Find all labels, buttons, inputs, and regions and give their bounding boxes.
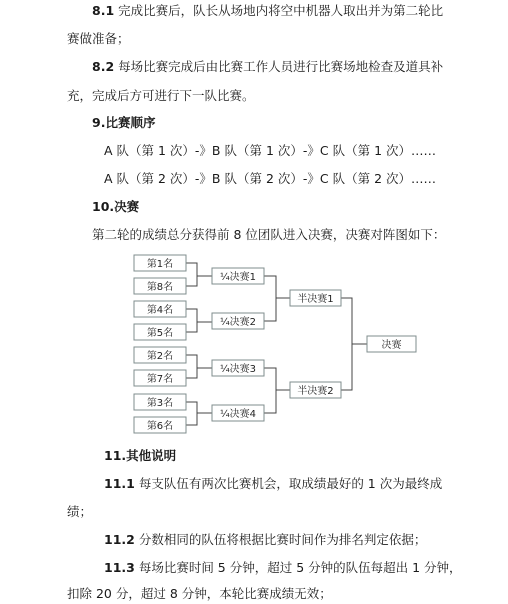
connector-quarter1-quarter2: [264, 276, 290, 321]
semi-label-1: 半决赛1: [297, 294, 334, 305]
connector-semis-final: [341, 298, 367, 390]
quarter-box-1: [212, 268, 264, 284]
section-10-heading: 10.决赛: [92, 199, 140, 214]
seed-box-5: [134, 347, 186, 363]
para-11-3-number: 11.3: [104, 560, 135, 575]
seed-label-6: 第7名: [146, 374, 174, 385]
seed-box-6: [134, 370, 186, 386]
para-11-2: [104, 532, 426, 548]
para-8-1-continuation: 赛做准备；: [67, 31, 130, 46]
final-intro: 第二轮的成绩总分获得前 8 位团队进入决赛，决赛对阵图如下：: [92, 227, 446, 242]
seed-box-1: [134, 255, 186, 271]
seed-label-4: 第5名: [146, 328, 174, 339]
quarter-label-3: ¼决赛3: [219, 364, 257, 375]
semi-box-1: [290, 290, 341, 306]
connector-seed1-seed8: [186, 263, 212, 286]
para-8-1-text: 完成比赛后，队长从场地内将空中机器人取出并为第二轮比: [118, 3, 444, 18]
para-11-1-number: 11.1: [104, 476, 135, 491]
section-9-heading: 9.比赛顺序: [92, 115, 156, 130]
para-11-1: [104, 476, 442, 492]
para-11-2-number: 11.2: [104, 532, 135, 547]
para-11-3-text: 每场比赛时间 5 分钟，超过 5 分钟的队伍每超出 1 分钟，: [138, 560, 462, 575]
quarter-label-1: ¼决赛1: [219, 272, 257, 283]
final-box: [367, 336, 416, 352]
seed-label-1: 第1名: [146, 259, 174, 270]
para-11-1-continuation: 绩；: [67, 504, 93, 519]
connector-seed3-seed6: [186, 402, 212, 425]
para-11-3: [104, 560, 462, 576]
semi-label-2: 半决赛2: [297, 386, 334, 397]
final-label: 决赛: [381, 340, 402, 351]
para-11-2-text: 分数相同的队伍将根据比赛时间作为排名判定依据；: [138, 532, 427, 547]
seed-box-8: [134, 417, 186, 433]
para-11-3-continuation: 扣除 20 分，超过 8 分钟，本轮比赛成绩无效；: [67, 586, 332, 601]
seed-label-3: 第4名: [146, 305, 174, 316]
section-11-heading: 11.其他说明: [104, 448, 177, 463]
seed-box-3: [134, 301, 186, 317]
para-8-1-number: 8.1: [92, 3, 115, 18]
para-8-2-continuation: 充，完成后方可进行下一队比赛。: [67, 88, 255, 103]
seed-box-4: [134, 324, 186, 340]
order-row-1: A 队（第 1 次）-》B 队（第 1 次）-》C 队（第 1 次）……: [104, 143, 436, 158]
connector-seed4-seed5: [186, 309, 212, 332]
para-8-2-text: 每场比赛完成后由比赛工作人员进行比赛场地检查及道具补: [118, 59, 444, 74]
seed-label-7: 第3名: [146, 398, 174, 409]
para-8-2-number: 8.2: [92, 59, 115, 74]
quarter-label-2: ¼决赛2: [219, 317, 257, 328]
seed-box-2: [134, 278, 186, 294]
seed-label-8: 第6名: [146, 421, 174, 432]
seed-label-2: 第8名: [146, 282, 174, 293]
seed-box-7: [134, 394, 186, 410]
para-11-1-text: 每支队伍有两次比赛机会，取成绩最好的 1 次为最终成: [138, 476, 443, 491]
connector-quarter3-quarter4: [264, 368, 290, 413]
quarter-box-3: [212, 360, 264, 376]
quarter-box-4: [212, 405, 264, 421]
semi-box-2: [290, 382, 341, 398]
quarter-box-2: [212, 313, 264, 329]
seed-label-5: 第2名: [146, 351, 174, 362]
connector-seed2-seed7: [186, 355, 212, 378]
quarter-label-4: ¼决赛4: [219, 409, 257, 420]
order-row-2: A 队（第 2 次）-》B 队（第 2 次）-》C 队（第 2 次）……: [104, 171, 436, 186]
